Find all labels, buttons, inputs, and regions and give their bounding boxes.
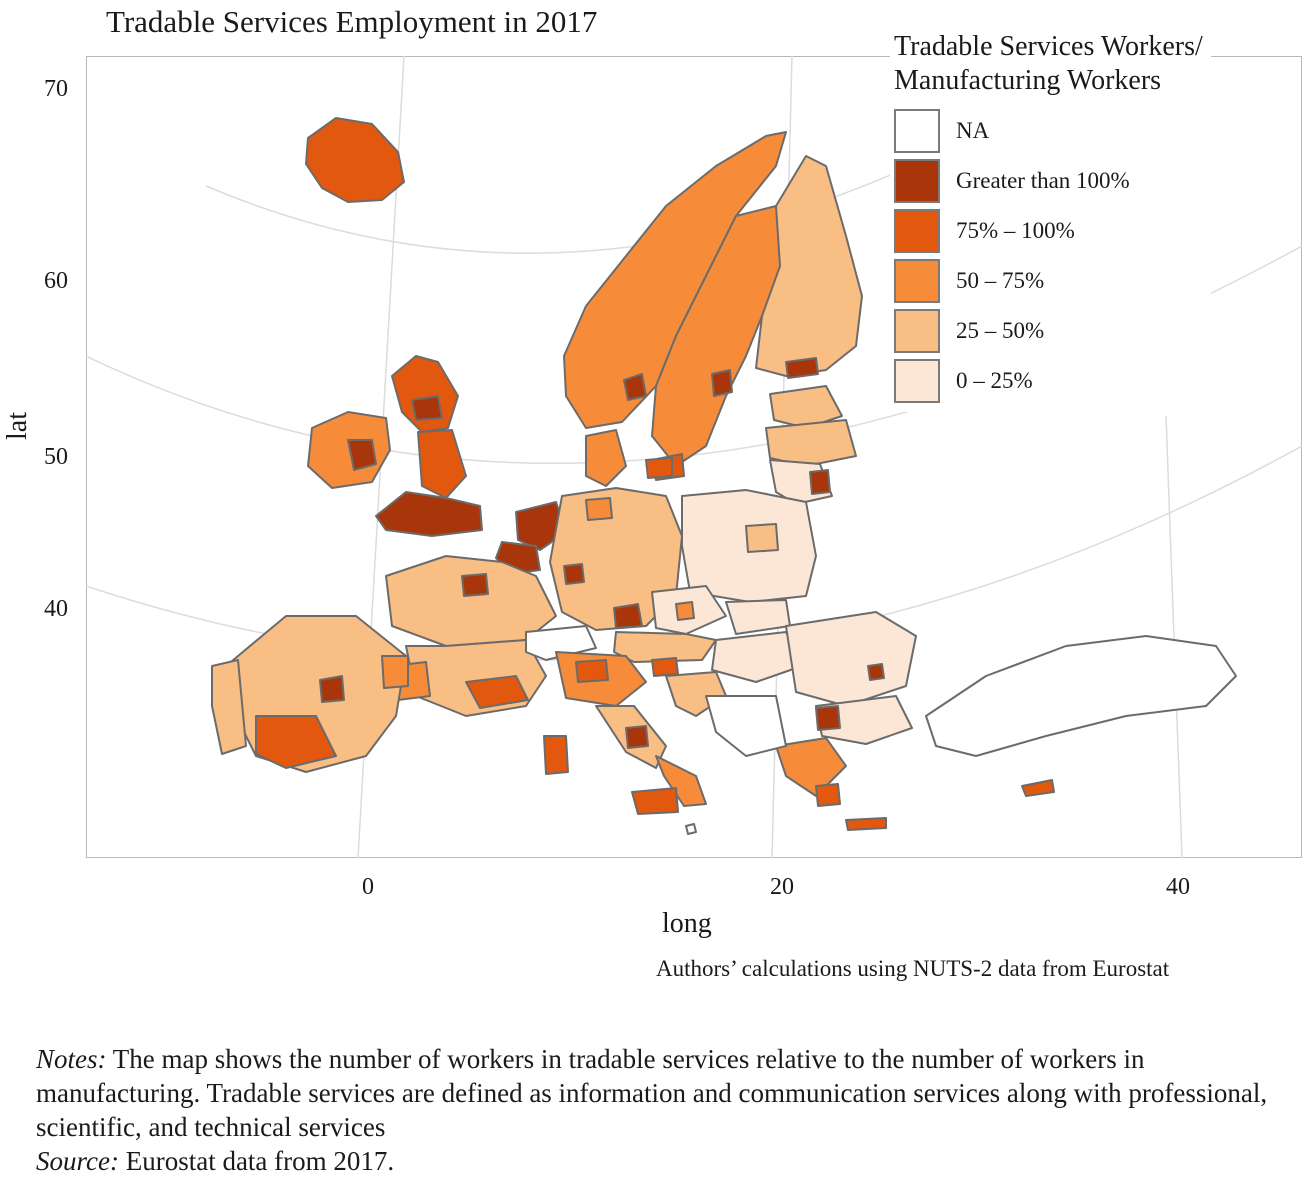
legend-label: 0 – 25% (956, 368, 1033, 393)
x-tick-label: 20 (770, 874, 794, 900)
y-tick-label: 70 (44, 76, 68, 102)
legend-label: 25 – 50% (956, 318, 1045, 343)
region-sicily (632, 788, 678, 814)
x-tick-label: 40 (1166, 874, 1190, 900)
region-spain-catalonia (382, 656, 408, 688)
region-malta (686, 824, 696, 834)
region-poland-warsaw (746, 524, 778, 552)
region-spain-madrid (320, 676, 344, 702)
region-greece-athens (816, 784, 840, 806)
legend-item (894, 356, 1203, 406)
y-axis-label: lat (2, 412, 33, 440)
map-caption: Authors’ calculations using NUTS-2 data from Eurostat (656, 956, 1170, 981)
region-denmark-capital (646, 458, 672, 478)
region-sardinia (544, 736, 568, 774)
legend-label: NA (956, 118, 990, 143)
y-tick-label: 40 (44, 596, 68, 622)
region-norway-oslo (624, 374, 646, 400)
legend-swatch (894, 159, 940, 203)
legend-swatch (894, 359, 940, 403)
region-france-paris (462, 574, 488, 596)
region-lithuania-vilnius (810, 470, 830, 494)
region-slovenia (652, 658, 678, 676)
region-austria (614, 632, 716, 662)
region-crete (846, 818, 886, 830)
legend-label: 50 – 75% (956, 268, 1045, 293)
legend-label: 75% – 100% (956, 218, 1075, 243)
region-czechia-prague (676, 602, 694, 620)
legend-swatch (894, 209, 940, 253)
region-italy-rome (626, 726, 648, 748)
legend-item (894, 256, 1203, 306)
legend-title-line2: Manufacturing Workers (894, 65, 1162, 96)
source-paragraph (36, 1144, 1298, 1178)
notes-label: Notes: (36, 1044, 107, 1074)
legend-item (894, 206, 1203, 256)
region-bulgaria-sofia (816, 706, 840, 730)
legend-title (894, 30, 1203, 98)
source-label: Source: (36, 1146, 119, 1176)
region-italy-milan (576, 660, 608, 682)
y-tick-label: 50 (44, 444, 68, 470)
notes-paragraph (36, 1042, 1298, 1144)
region-ireland-east (348, 440, 376, 470)
legend-item (894, 156, 1203, 206)
legend-title-line1: Tradable Services Workers/ (894, 31, 1203, 62)
map-title: Tradable Services Employment in 2017 (106, 4, 598, 39)
x-tick-label: 0 (362, 874, 374, 900)
legend-swatch (894, 109, 940, 153)
legend-swatch (894, 309, 940, 353)
x-axis-label: long (662, 908, 712, 939)
region-latvia (766, 420, 856, 466)
figure-notes (36, 1042, 1298, 1178)
region-scotland-central (412, 396, 442, 420)
legend-swatch (894, 259, 940, 303)
legend-item (894, 306, 1203, 356)
y-tick-label: 60 (44, 268, 68, 294)
legend (890, 30, 1211, 412)
source-text: Eurostat data from 2017. (125, 1146, 395, 1176)
legend-item (894, 106, 1203, 156)
region-germany-frankfurt (564, 564, 584, 584)
region-sweden-stockholm (712, 370, 732, 396)
region-finland-helsinki (786, 358, 818, 378)
legend-label: Greater than 100% (956, 168, 1130, 193)
notes-text: The map shows the number of workers in tradable services relative to the number of workers in manufacturing. Tradable services are defined as information and communication services along with professional, scientific, and technical services (36, 1044, 1268, 1142)
region-germany-munich (614, 604, 642, 628)
region-romania-bucharest (868, 664, 884, 680)
region-germany-hamburg (586, 498, 612, 520)
